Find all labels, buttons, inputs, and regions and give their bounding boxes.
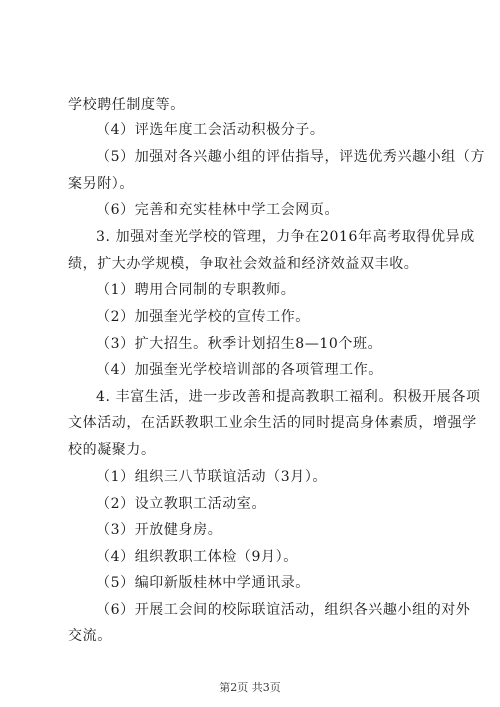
text-line: （6）开展工会间的校际联谊活动，组织各兴趣小组的对外 [96,602,471,618]
text-line: 学校聘任制度等。 [68,97,185,113]
page-number-footer: 第2页 共3页 [219,681,281,694]
text-line: 交流。 [68,628,112,644]
section-heading-line: 3. 加强对奎光学校的管理，力争在2016年高考取得优异成 [96,229,475,245]
text-line: 文体活动，在活跃教职工业余生活的同时提高身体素质，增强学 [68,415,477,431]
text-line: （2）设立教职工活动室。 [96,496,267,512]
text-line: （5）加强对各兴趣小组的评估指导，评选优秀兴趣小组（方 [96,149,486,165]
text-line: （6）完善和充实桂林中学工会网页。 [96,202,340,218]
text-line: （5）编印新版桂林中学通讯录。 [96,575,310,591]
text-line: 案另附）。 [68,176,134,192]
text-line: （4）组织教职工体检（9月）。 [96,549,298,565]
text-line: （1）聘用合同制的专职教师。 [96,282,296,298]
text-line: （4）评选年度工会活动积极分子。 [96,122,325,138]
text-line: 校的凝聚力。 [68,442,156,458]
section-heading-line: 4. 丰富生活，进一步改善和提高教职工福利。积极开展各项 [96,389,481,405]
text-line: （3）开放健身房。 [96,522,223,538]
text-line: （3）扩大招生。秋季计划招生8—10个班。 [96,336,383,352]
text-line: （1）组织三八节联谊活动（3月）。 [96,469,328,485]
text-line: 绩，扩大办学规模，争取社会效益和经济效益双丰收。 [68,256,419,272]
text-line: （2）加强奎光学校的宣传工作。 [96,309,310,325]
text-line: （4）加强奎光学校培训部的各项管理工作。 [96,362,383,378]
